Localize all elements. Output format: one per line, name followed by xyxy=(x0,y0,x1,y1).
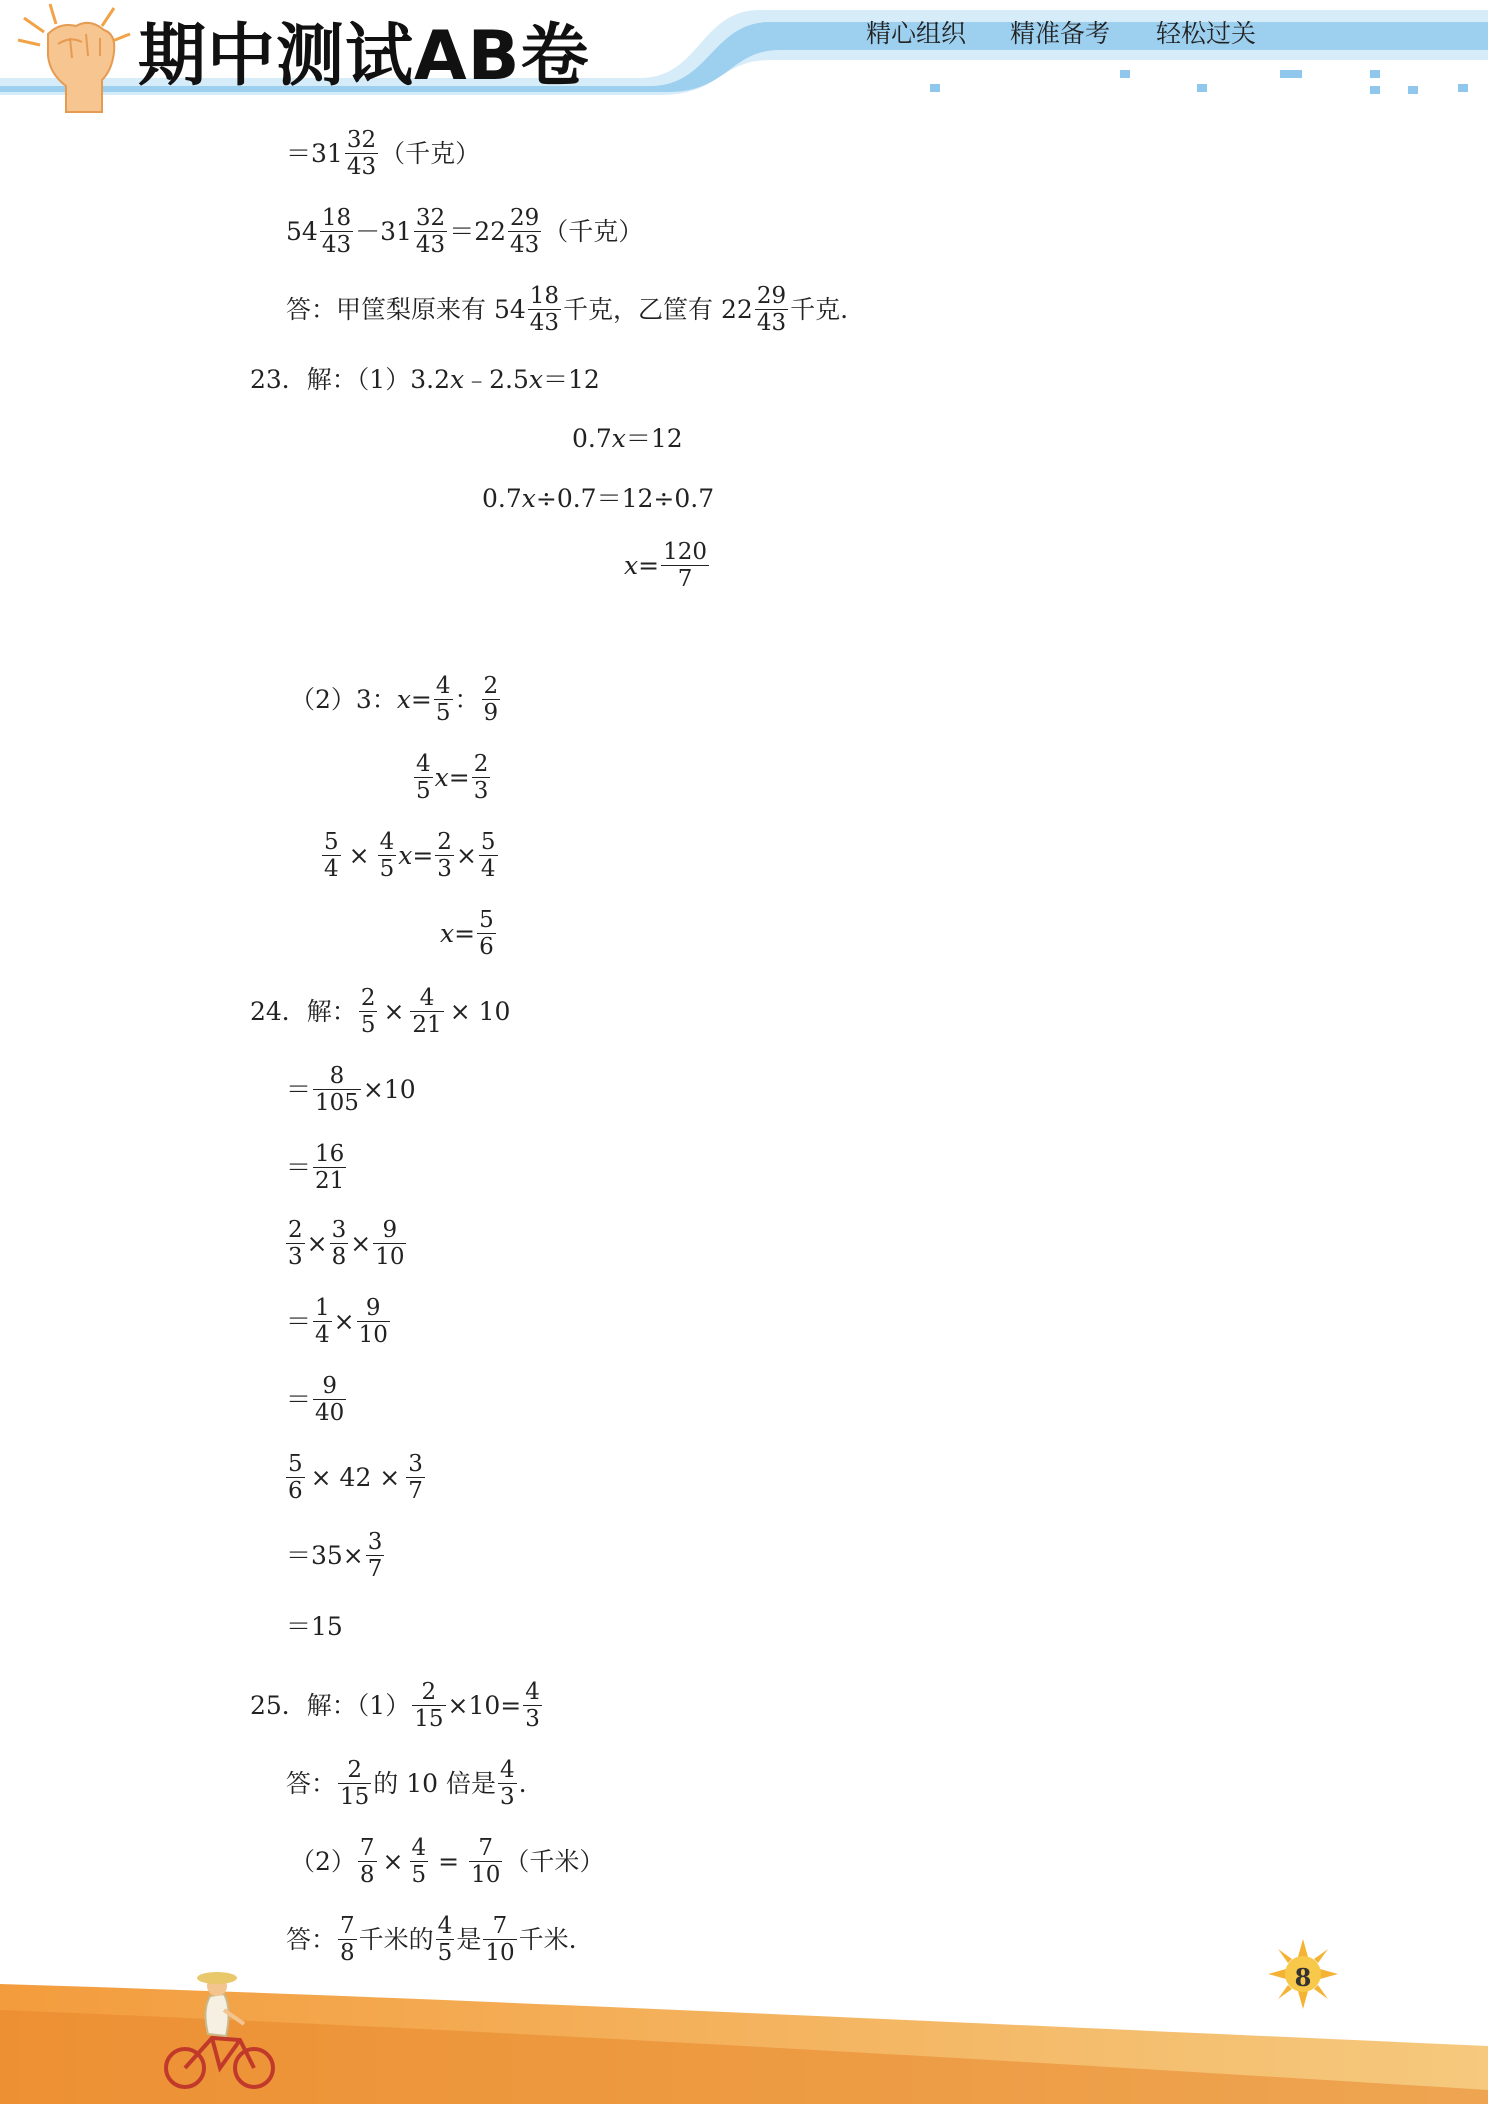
fraction xyxy=(528,284,561,335)
denominator: 43 xyxy=(415,232,446,259)
numerator: 3 xyxy=(331,1217,347,1243)
fraction xyxy=(434,674,453,725)
fraction xyxy=(320,206,353,257)
unit: （千克） xyxy=(543,217,644,247)
text: －31 xyxy=(355,217,412,247)
fraction xyxy=(358,1836,377,1887)
numerator: 5 xyxy=(480,829,496,855)
equation-step xyxy=(412,752,492,803)
page-title: 期中测试AB卷 xyxy=(138,17,590,96)
denominator: 3 xyxy=(525,1706,540,1733)
equation-step xyxy=(286,1614,343,1639)
slogan-1: 精心组织 xyxy=(866,19,967,48)
denominator: 3 xyxy=(473,778,489,805)
denominator: 43 xyxy=(529,310,560,337)
numerator: 4 xyxy=(435,673,451,699)
text: 千克，乙筐有 22 xyxy=(563,295,753,325)
slogan-2: 精准备考 xyxy=(1010,19,1111,48)
numerator: 2 xyxy=(360,985,376,1011)
denominator: 21 xyxy=(412,1012,442,1039)
denominator: 10 xyxy=(358,1322,388,1349)
text: 25．解：（1） xyxy=(250,1691,411,1721)
text: × xyxy=(348,841,370,871)
text: 0.7 xyxy=(572,424,612,453)
denominator: 6 xyxy=(479,934,494,961)
text: 答：甲筐梨原来有 54 xyxy=(286,295,526,325)
text: 23．解：（1）3.2 xyxy=(250,365,450,394)
denominator: 10 xyxy=(375,1244,405,1271)
denominator: 3 xyxy=(288,1244,303,1271)
text: = xyxy=(454,919,476,949)
equation-step xyxy=(290,1836,604,1887)
text: = xyxy=(412,841,434,871)
text: ×10= xyxy=(447,1691,522,1721)
denominator: 8 xyxy=(340,1940,355,1967)
fraction xyxy=(523,1680,542,1731)
denominator: 5 xyxy=(379,856,395,883)
numerator: 5 xyxy=(479,907,494,933)
numerator: 9 xyxy=(322,1373,337,1399)
fraction xyxy=(345,128,378,179)
text: ＝22 xyxy=(449,217,506,247)
equation-step xyxy=(286,1530,386,1581)
numerator: 18 xyxy=(529,283,560,309)
fraction xyxy=(330,1218,349,1269)
denominator: 105 xyxy=(315,1090,359,1117)
fraction xyxy=(412,1680,445,1731)
question-25 xyxy=(250,1680,544,1731)
denominator: 43 xyxy=(510,232,540,259)
slogan-3: 轻松过关 xyxy=(1156,19,1257,48)
text: 千克. xyxy=(790,295,849,325)
text: 24．解： xyxy=(250,997,357,1027)
text: × 42 × xyxy=(310,1463,401,1493)
numerator: 3 xyxy=(408,1451,423,1477)
fraction xyxy=(498,1758,517,1809)
fraction xyxy=(286,1218,305,1269)
denominator: 21 xyxy=(315,1168,345,1195)
denominator: 9 xyxy=(483,700,499,727)
denominator: 43 xyxy=(346,154,377,181)
text: ＝35× xyxy=(286,1541,364,1571)
numerator: 3 xyxy=(367,1529,383,1555)
equation-step xyxy=(290,674,502,725)
denominator: 5 xyxy=(411,1862,427,1889)
equation-step xyxy=(286,1296,392,1347)
fraction xyxy=(313,1142,346,1193)
equation-step xyxy=(284,1452,427,1503)
numerator: 4 xyxy=(500,1757,515,1783)
denominator: 5 xyxy=(435,700,451,727)
numerator: 7 xyxy=(340,1913,355,1939)
text: ＝ xyxy=(286,1385,312,1415)
numerator: 4 xyxy=(411,1835,427,1861)
fraction xyxy=(410,986,443,1037)
fraction xyxy=(482,674,501,725)
text: 答： xyxy=(286,1925,337,1955)
equation-step xyxy=(284,1218,408,1269)
fraction xyxy=(313,1374,346,1425)
text: ＝ xyxy=(286,1153,312,1183)
var: x xyxy=(449,365,465,394)
denominator: 7 xyxy=(677,566,693,593)
numerator: 4 xyxy=(419,985,435,1011)
equation-step xyxy=(624,540,711,591)
fraction xyxy=(661,540,709,591)
var: x xyxy=(624,551,639,581)
denominator: 15 xyxy=(340,1784,370,1811)
denominator: 3 xyxy=(437,856,452,883)
fraction xyxy=(477,908,496,959)
fist-icon xyxy=(10,0,140,115)
text: 54 xyxy=(286,217,318,247)
text: . xyxy=(518,1769,527,1799)
fraction xyxy=(414,206,447,257)
equation-step xyxy=(286,1064,416,1115)
numerator: 2 xyxy=(347,1757,362,1783)
numerator: 7 xyxy=(492,1913,508,1939)
numerator: 2 xyxy=(288,1217,303,1243)
denominator: 40 xyxy=(315,1400,345,1427)
page-header xyxy=(0,0,1488,110)
denominator: 6 xyxy=(288,1478,303,1505)
denominator: 7 xyxy=(367,1556,383,1583)
var: x xyxy=(396,685,411,715)
denominator: 3 xyxy=(500,1784,515,1811)
text: ＝31 xyxy=(286,139,343,169)
fraction xyxy=(435,830,454,881)
fraction xyxy=(286,1452,305,1503)
text: = xyxy=(410,685,432,715)
numerator: 4 xyxy=(379,829,395,855)
text: = xyxy=(448,763,470,793)
equation-step xyxy=(286,1142,348,1193)
text: ÷0.7＝12÷0.7 xyxy=(535,484,715,513)
text: 的 10 倍是 xyxy=(373,1769,497,1799)
numerator: 32 xyxy=(346,127,377,153)
text: × xyxy=(350,1229,372,1259)
fraction xyxy=(359,986,378,1037)
numerator: 4 xyxy=(437,1913,453,1939)
numerator: 7 xyxy=(359,1835,375,1861)
fraction xyxy=(322,830,341,881)
fraction xyxy=(313,1296,332,1347)
numerator: 7 xyxy=(478,1835,494,1861)
numerator: 8 xyxy=(329,1063,345,1089)
fraction xyxy=(469,1836,502,1887)
text: ﹣2.5 xyxy=(464,365,529,394)
answer-line xyxy=(286,1758,527,1809)
text: × xyxy=(382,1847,404,1877)
numerator: 1 xyxy=(315,1295,330,1321)
question-24 xyxy=(250,986,510,1037)
text: 是 xyxy=(456,1925,482,1955)
page-footer xyxy=(0,1950,1488,2104)
numerator: 18 xyxy=(321,205,352,231)
numerator: 32 xyxy=(415,205,446,231)
denominator: 4 xyxy=(324,856,339,883)
denominator: 43 xyxy=(756,310,787,337)
var: x xyxy=(434,763,449,793)
cyclist-icon xyxy=(150,1950,280,2104)
denominator: 43 xyxy=(321,232,352,259)
fraction xyxy=(338,1758,371,1809)
answer-line xyxy=(286,128,480,179)
text: 千米的 xyxy=(358,1925,434,1955)
equation-step xyxy=(572,426,683,451)
numerator: 4 xyxy=(416,751,431,777)
equation-step xyxy=(286,1374,348,1425)
numerator: 29 xyxy=(510,205,540,231)
text: （2）3： xyxy=(290,685,397,715)
denominator: 10 xyxy=(471,1862,501,1889)
unit: （千米） xyxy=(504,1847,605,1877)
numerator: 2 xyxy=(473,751,489,777)
denominator: 5 xyxy=(437,1940,453,1967)
text: ＝ xyxy=(286,1075,312,1105)
fraction xyxy=(313,1064,361,1115)
equation-step xyxy=(440,908,498,959)
equation-step xyxy=(320,830,500,881)
numerator: 9 xyxy=(382,1217,398,1243)
denominator: 4 xyxy=(315,1322,330,1349)
var: x xyxy=(440,919,455,949)
var: x xyxy=(398,841,413,871)
text: = xyxy=(438,1847,460,1877)
denominator: 8 xyxy=(359,1862,375,1889)
question-23 xyxy=(250,367,600,392)
text: = xyxy=(638,551,660,581)
denominator: 8 xyxy=(331,1244,347,1271)
text: 千米. xyxy=(518,1925,577,1955)
page-number: 8 xyxy=(1294,1963,1312,1992)
text: × xyxy=(333,1307,355,1337)
numerator: 120 xyxy=(663,539,707,565)
text: ＝12 xyxy=(625,424,683,453)
fraction xyxy=(508,206,541,257)
numerator: 9 xyxy=(365,1295,381,1321)
fraction xyxy=(479,830,498,881)
text: ： xyxy=(454,685,480,715)
denominator: 5 xyxy=(416,778,431,805)
denominator: 10 xyxy=(485,1940,515,1967)
text: ×10 xyxy=(362,1075,416,1105)
fraction xyxy=(406,1452,425,1503)
numerator: 29 xyxy=(756,283,787,309)
equation-step xyxy=(482,486,714,511)
text: 0.7 xyxy=(482,484,522,513)
var: x xyxy=(528,365,543,394)
fraction xyxy=(366,1530,385,1581)
denominator: 7 xyxy=(408,1478,423,1505)
answer-line xyxy=(286,284,848,335)
text: ＝12 xyxy=(542,365,600,394)
text: × 10 xyxy=(449,997,511,1027)
fraction xyxy=(378,830,397,881)
text: × xyxy=(383,997,405,1027)
numerator: 5 xyxy=(324,829,339,855)
var: x xyxy=(611,424,626,453)
text: × xyxy=(306,1229,328,1259)
numerator: 4 xyxy=(525,1679,540,1705)
text: × xyxy=(455,841,477,871)
denominator: 4 xyxy=(480,856,496,883)
fraction xyxy=(357,1296,390,1347)
numerator: 2 xyxy=(437,829,452,855)
numerator: 5 xyxy=(288,1451,303,1477)
fraction xyxy=(373,1218,406,1269)
answer-line xyxy=(286,206,643,257)
fraction xyxy=(414,752,433,803)
unit: （千克） xyxy=(380,139,481,169)
fraction xyxy=(755,284,788,335)
numerator: 2 xyxy=(421,1679,437,1705)
text: ＝15 xyxy=(286,1612,343,1641)
denominator: 15 xyxy=(414,1706,444,1733)
text: （2） xyxy=(290,1847,356,1877)
numerator: 16 xyxy=(315,1141,345,1167)
text: ＝ xyxy=(286,1307,312,1337)
var: x xyxy=(521,484,536,513)
fraction xyxy=(472,752,491,803)
fraction xyxy=(410,1836,429,1887)
denominator: 5 xyxy=(360,1012,376,1039)
numerator: 2 xyxy=(483,673,499,699)
text: 答： xyxy=(286,1769,337,1799)
